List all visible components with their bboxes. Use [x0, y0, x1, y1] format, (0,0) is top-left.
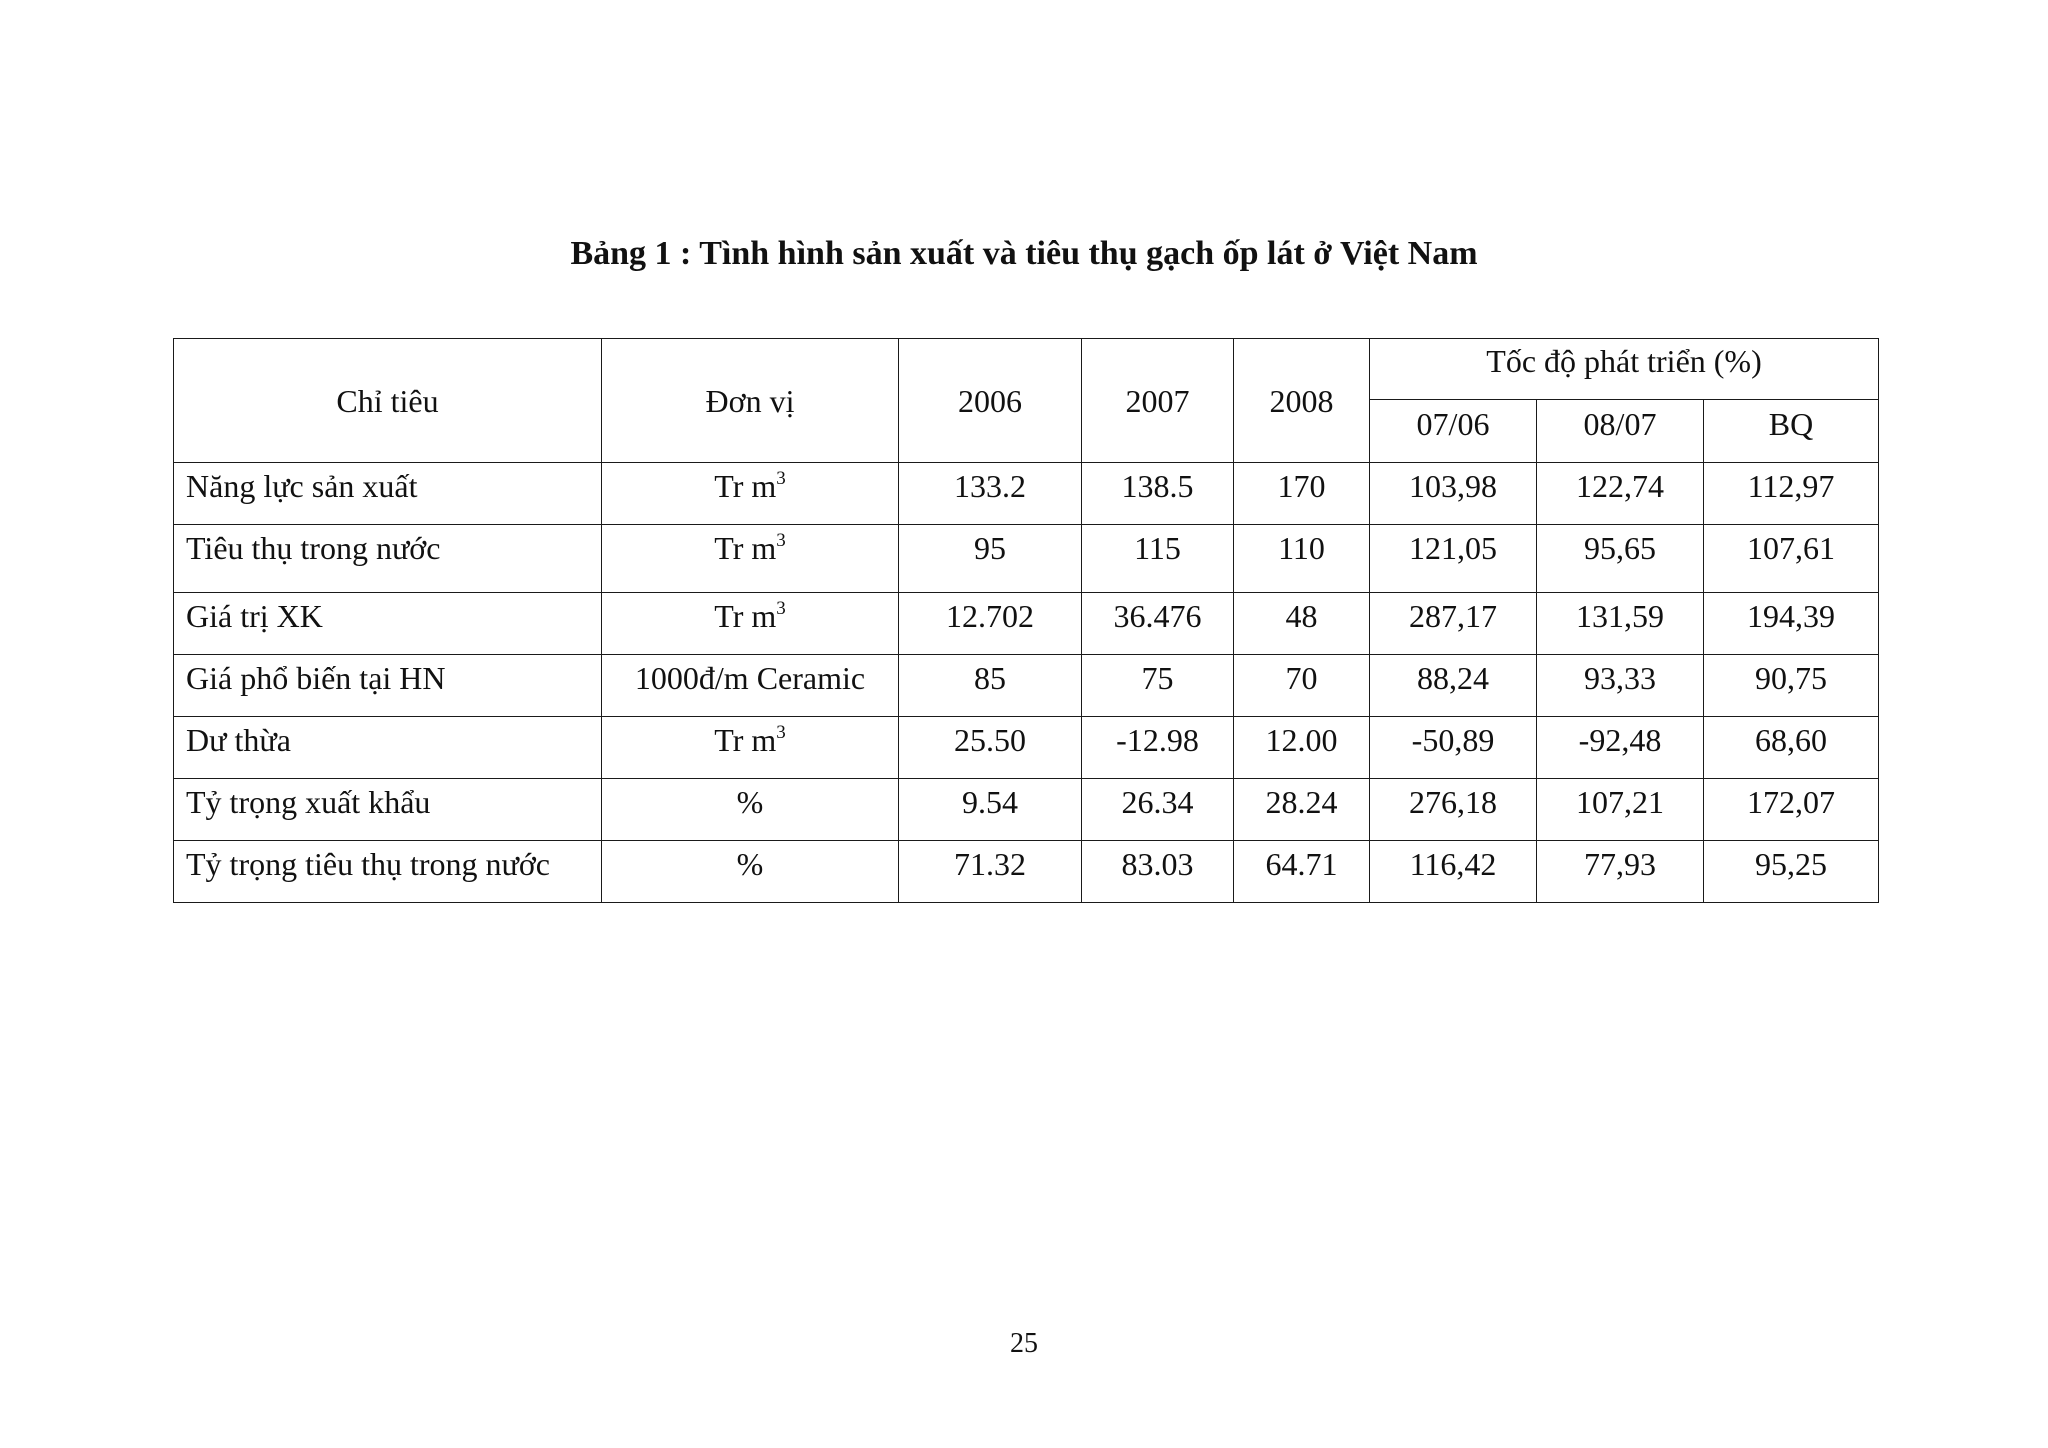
- row-unit: [602, 593, 899, 655]
- row-value-2008: 170: [1234, 463, 1370, 525]
- table-row: [174, 463, 1879, 525]
- header-indicator: Chỉ tiêu: [174, 339, 602, 463]
- row-growth-0807: 93,33: [1537, 655, 1704, 717]
- row-value-2006: 95: [899, 525, 1082, 593]
- page-number: 25: [1010, 1328, 1038, 1359]
- header-growth-group: Tốc độ phát triển (%): [1370, 339, 1879, 400]
- row-growth-bq: 107,61: [1704, 525, 1879, 593]
- row-value-2008: 28.24: [1234, 779, 1370, 841]
- row-indicator: Tỷ trọng tiêu thụ trong nước: [174, 841, 602, 903]
- row-unit-superscript: 3: [776, 468, 786, 490]
- row-unit-superscript: 3: [776, 722, 786, 744]
- row-growth-bq: 172,07: [1704, 779, 1879, 841]
- row-value-2006: 25.50: [899, 717, 1082, 779]
- row-unit-superscript: 3: [776, 598, 786, 620]
- row-value-2007: 115: [1082, 525, 1234, 593]
- row-growth-0706: 287,17: [1370, 593, 1537, 655]
- row-unit-text: 1000đ/m Ceramic: [634, 660, 866, 696]
- row-value-2007: 26.34: [1082, 779, 1234, 841]
- row-growth-0706: 116,42: [1370, 841, 1537, 903]
- header-growth-bq: BQ: [1704, 400, 1879, 463]
- row-indicator: Giá trị XK: [174, 593, 602, 655]
- row-unit: [602, 841, 899, 903]
- header-growth-0706: 07/06: [1370, 400, 1537, 463]
- row-growth-0706: 88,24: [1370, 655, 1537, 717]
- table-row: [174, 593, 1879, 655]
- row-unit-text: Tr m: [714, 468, 777, 504]
- row-indicator: Dư thừa: [174, 717, 602, 779]
- row-unit: [602, 779, 899, 841]
- row-growth-0807: 107,21: [1537, 779, 1704, 841]
- table-row: [174, 525, 1879, 593]
- row-growth-0706: 121,05: [1370, 525, 1537, 593]
- row-value-2007: 36.476: [1082, 593, 1234, 655]
- header-year-2006: 2006: [899, 339, 1082, 463]
- table-row: [174, 655, 1879, 717]
- row-growth-bq: 68,60: [1704, 717, 1879, 779]
- row-value-2006: 71.32: [899, 841, 1082, 903]
- row-unit-superscript: 3: [776, 530, 786, 552]
- row-unit: [602, 717, 899, 779]
- row-unit: [602, 655, 899, 717]
- header-year-2007: 2007: [1082, 339, 1234, 463]
- header-row-top: [174, 339, 1879, 400]
- table-caption: Bảng 1 : Tình hình sản xuất và tiêu thụ gạch ốp lát ở Việt Nam: [570, 235, 1478, 272]
- table-row: [174, 841, 1879, 903]
- row-growth-0807: 131,59: [1537, 593, 1704, 655]
- table-body: [174, 339, 1879, 903]
- header-unit: Đơn vị: [602, 339, 899, 463]
- row-value-2006: 85: [899, 655, 1082, 717]
- header-growth-0807: 08/07: [1537, 400, 1704, 463]
- row-value-2006: 12.702: [899, 593, 1082, 655]
- row-value-2008: 70: [1234, 655, 1370, 717]
- row-unit-text: Tr m: [714, 722, 777, 758]
- row-growth-0706: 103,98: [1370, 463, 1537, 525]
- row-value-2008: 64.71: [1234, 841, 1370, 903]
- row-growth-bq: 194,39: [1704, 593, 1879, 655]
- row-growth-bq: 95,25: [1704, 841, 1879, 903]
- row-value-2007: -12.98: [1082, 717, 1234, 779]
- row-value-2008: 110: [1234, 525, 1370, 593]
- row-value-2008: 12.00: [1234, 717, 1370, 779]
- row-growth-0807: 95,65: [1537, 525, 1704, 593]
- row-value-2006: 9.54: [899, 779, 1082, 841]
- row-unit-text: Tr m: [714, 530, 777, 566]
- row-indicator: Giá phổ biến tại HN: [174, 655, 602, 717]
- row-growth-0706: 276,18: [1370, 779, 1537, 841]
- row-unit-text: %: [736, 846, 764, 882]
- row-value-2007: 138.5: [1082, 463, 1234, 525]
- row-growth-0807: 122,74: [1537, 463, 1704, 525]
- row-value-2007: 83.03: [1082, 841, 1234, 903]
- production-consumption-table: [173, 338, 1879, 903]
- row-unit-text: %: [736, 784, 764, 820]
- table-row: [174, 779, 1879, 841]
- row-growth-0706: -50,89: [1370, 717, 1537, 779]
- table-row: [174, 717, 1879, 779]
- row-unit: [602, 525, 899, 593]
- row-indicator: Tỷ trọng xuất khẩu: [174, 779, 602, 841]
- row-unit: [602, 463, 899, 525]
- row-value-2007: 75: [1082, 655, 1234, 717]
- row-growth-bq: 90,75: [1704, 655, 1879, 717]
- row-growth-0807: -92,48: [1537, 717, 1704, 779]
- row-unit-text: Tr m: [714, 598, 777, 634]
- row-growth-0807: 77,93: [1537, 841, 1704, 903]
- row-value-2006: 133.2: [899, 463, 1082, 525]
- header-year-2008: 2008: [1234, 339, 1370, 463]
- row-growth-bq: 112,97: [1704, 463, 1879, 525]
- row-indicator: Năng lực sản xuất: [174, 463, 602, 525]
- row-indicator: Tiêu thụ trong nước: [174, 525, 602, 593]
- row-value-2008: 48: [1234, 593, 1370, 655]
